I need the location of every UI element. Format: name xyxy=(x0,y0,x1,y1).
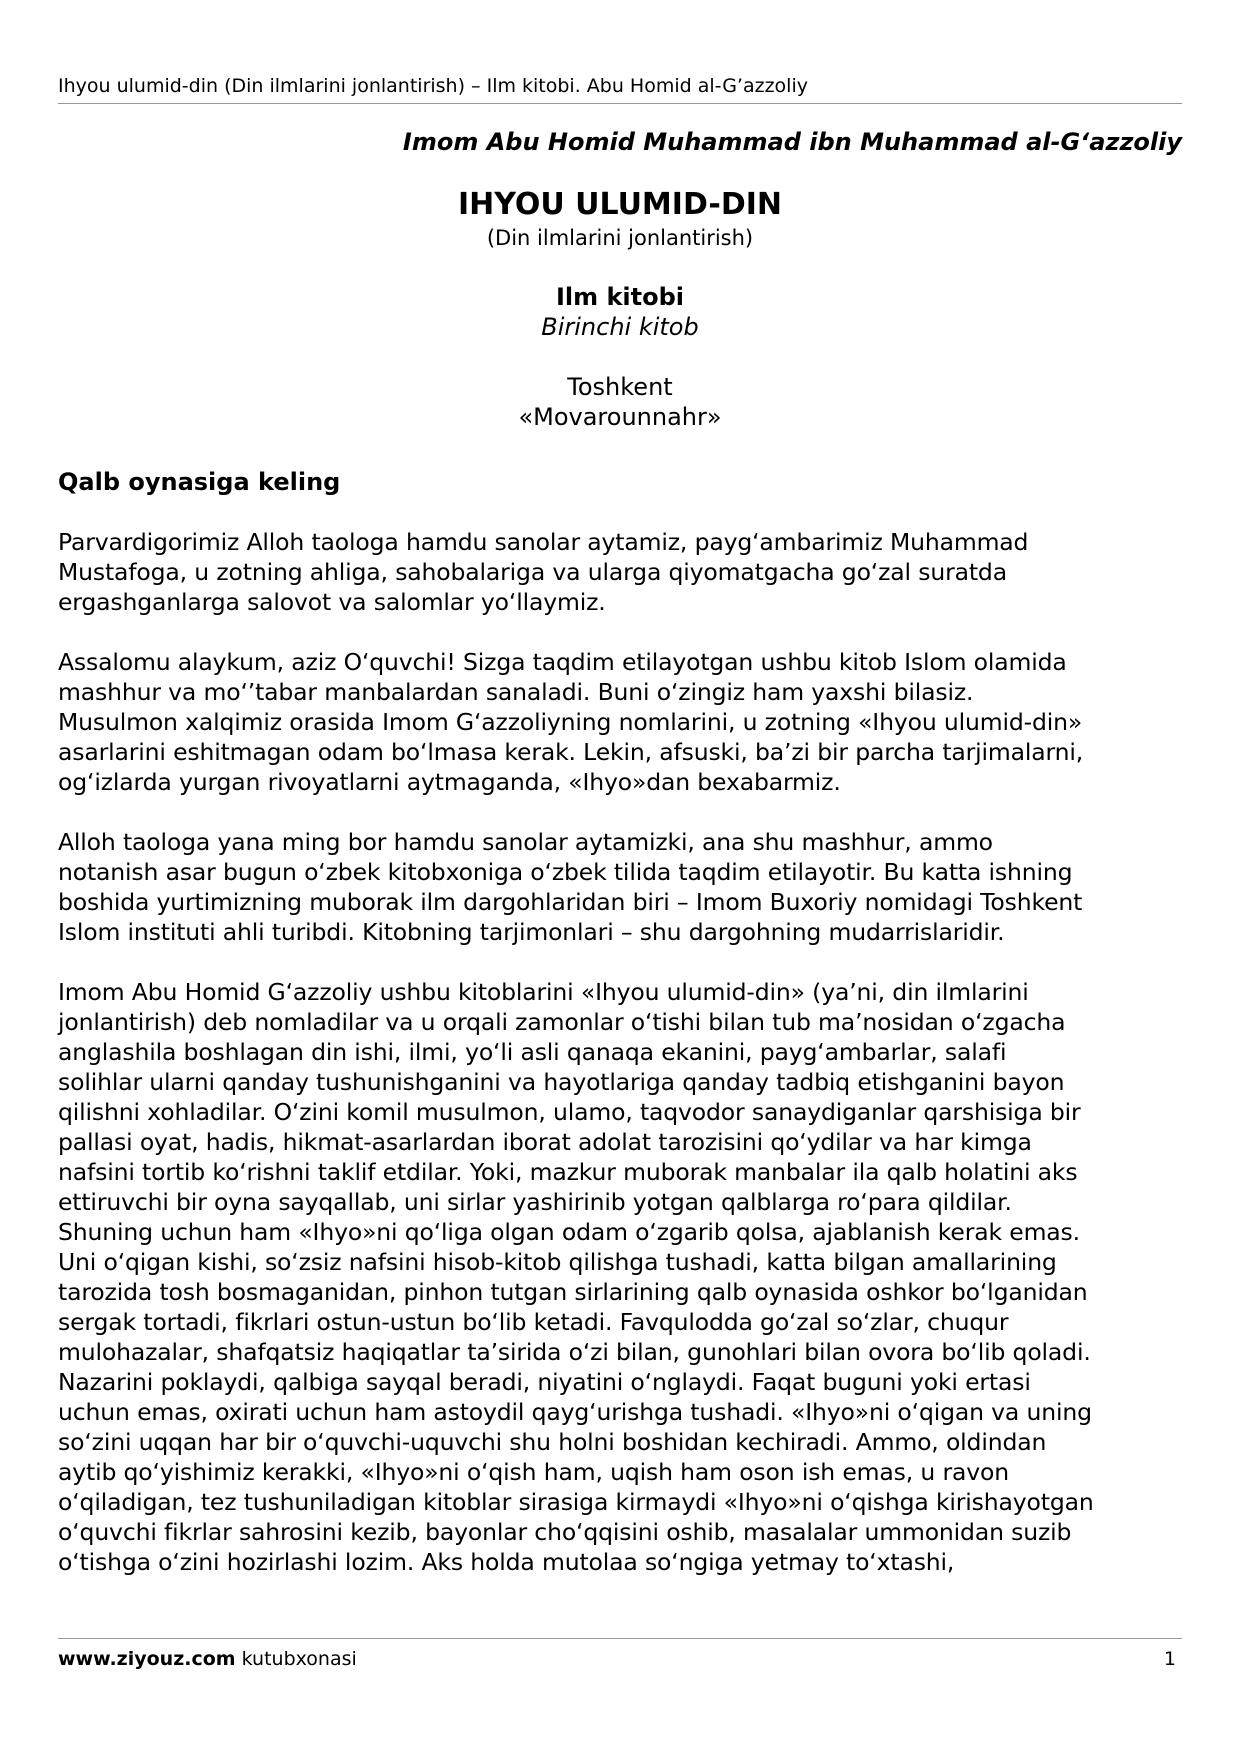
paragraph xyxy=(58,977,1188,1577)
text-line: Mustafoga, u zotning ahliga, sahobalariga va ularga qiyomatgacha go‘zal suratda xyxy=(58,558,1007,586)
text-line: Nazarini poklaydi, qalbiga sayqal beradi, niyatini o‘nglaydi. Faqat buguni yoki ertasi xyxy=(58,1368,1031,1396)
volume-number: Birinchi kitob xyxy=(541,313,699,341)
author-name: Imom Abu Homid Muhammad ibn Muhammad al-G‘azzoliy xyxy=(402,128,1182,156)
text-line: notanish asar bugun o‘zbek kitobxoniga o‘zbek tilida taqdim etilayotir. Bu katta ishning xyxy=(58,858,1073,886)
footer-divider xyxy=(58,1638,1182,1639)
text-line: Parvardigorimiz Alloh taologa hamdu sanolar aytamiz, payg‘ambarimiz Muhammad xyxy=(58,528,1029,556)
text-line: aytib qo‘yishimiz kerakki, «Ihyo»ni o‘qish ham, uqish ham oson ish emas, u ravon xyxy=(58,1458,1009,1486)
text-line: qilishni xohladilar. O‘zini komil musulmon, ulamo, taqvodor sanaydiganlar qarshisiga bir xyxy=(58,1098,1081,1126)
text-line: Islom instituti ahli turibdi. Kitobning tarjimonlari – shu dargohning mudarrislaridir. xyxy=(58,918,1005,946)
text-line: Imom Abu Homid G‘azzoliy ushbu kitoblarini «Ihyou ulumid-din» (ya’ni, din ilmlarini xyxy=(58,978,1029,1006)
book-subtitle: (Din ilmlarini jonlantirish) xyxy=(486,226,754,250)
text-line: Uni o‘qigan kishi, so‘zsiz nafsini hisob-kitob qilishga tushadi, katta bilgan amallarining xyxy=(58,1248,1057,1276)
text-line: og‘izlarda yurgan rivoyatlarni aytmaganda, «Ihyo»dan bexabarmiz. xyxy=(58,768,841,796)
footer-site-link[interactable]: www.ziyouz.com xyxy=(58,1648,236,1670)
text-line: Shuning uchun ham «Ihyo»ni qo‘liga olgan odam o‘zgarib qolsa, ajablanish kerak emas. xyxy=(58,1218,1080,1246)
text-line: ergashganlarga salovot va salomlar yo‘llaymiz. xyxy=(58,588,606,616)
text-line: mulohazalar, shafqatsiz haqiqatlar ta’sirida o‘zi bilan, gunohlari bilan ovora bo‘lib qoladi. xyxy=(58,1338,1091,1366)
header-divider xyxy=(58,103,1182,104)
text-line: sergak tortadi, fikrlari ostun-ustun bo‘lib ketadi. Favqulodda go‘zal so‘zlar, chuqur xyxy=(58,1308,1009,1336)
paragraph xyxy=(58,527,1188,617)
paragraph xyxy=(58,647,1188,797)
text-line: pallasi oyat, hadis, hikmat-asarlardan iborat adolat tarozisini qo‘ydilar va har kimga xyxy=(58,1128,1032,1156)
text-line: solihlar ularni qanday tushunishganini va hayotlariga qanday tadbiq etishganini bayon xyxy=(58,1068,1065,1096)
footer-credit xyxy=(58,1647,357,1671)
text-line: jonlantirish) deb nomladilar va u orqali zamonlar o‘tishi bilan tub ma’nosidan o‘zgacha xyxy=(58,1008,1066,1036)
text-line: o‘tishga o‘zini hozirlashi lozim. Aks holda mutolaa so‘ngiga yetmay to‘xtashi, xyxy=(58,1548,955,1576)
text-line: uchun emas, oxirati uchun ham astoydil qayg‘urishga tushadi. «Ihyo»ni o‘qigan va uning xyxy=(58,1398,1092,1426)
text-line: o‘qiladigan, tez tushuniladigan kitoblar sirasiga kirmaydi «Ihyo»ni o‘qishga kirishayotgan xyxy=(58,1488,1094,1516)
footer-site-suffix: kutubxonasi xyxy=(235,1648,357,1670)
running-header: Ihyou ulumid-din (Din ilmlarini jonlantirish) – Ilm kitobi. Abu Homid al-G’azzoliy xyxy=(58,75,808,97)
text-line: Alloh taologa yana ming bor hamdu sanolar aytamizki, ana shu mashhur, ammo xyxy=(58,828,993,856)
paragraph xyxy=(58,827,1188,947)
page-number: 1 xyxy=(1163,1648,1176,1670)
text-line: boshida yurtimizning muborak ilm dargohlaridan biri – Imom Buxoriy nomidagi Toshkent xyxy=(58,888,1083,916)
text-line: ettiruvchi bir oyna sayqallab, uni sirlar yashirinib yotgan qalblarga ro‘para qildilar. xyxy=(58,1188,1012,1216)
publication-city: Toshkent xyxy=(567,373,673,401)
volume-title: Ilm kitobi xyxy=(555,283,685,311)
text-line: so‘zini uqqan har bir o‘quvchi-uquvchi shu holni boshidan kechiradi. Ammo, oldindan xyxy=(58,1428,1047,1456)
chapter-heading: Qalb oynasiga keling xyxy=(58,468,341,496)
publisher-name: «Movarounnahr» xyxy=(518,403,722,431)
text-line: asarlarini eshitmagan odam bo‘lmasa kerak. Lekin, afsuski, ba’zi bir parcha tarjimalarni, xyxy=(58,738,1084,766)
text-line: anglashila boshlagan din ishi, ilmi, yo‘li asli qanaqa ekanini, payg‘ambarlar, salafi xyxy=(58,1038,1007,1066)
text-line: Assalomu alaykum, aziz O‘quvchi! Sizga taqdim etilayotgan ushbu kitob Islom olamida xyxy=(58,648,1067,676)
text-line: nafsini tortib ko‘rishni taklif etdilar. Yoki, mazkur muborak manbalar ila qalb holatini aks xyxy=(58,1158,1078,1186)
text-line: tarozida tosh bosmaganidan, pinhon tutgan sirlarining qalb oynasida oshkor bo‘lganidan xyxy=(58,1278,1088,1306)
book-title: IHYOU ULUMID-DIN xyxy=(457,187,783,222)
text-line: o‘quvchi fikrlar sahrosini kezib, bayonlar cho‘qqisini oshib, masalalar ummonidan suzib xyxy=(58,1518,1072,1546)
text-line: mashhur va mo‘’tabar manbalardan sanaladi. Buni o‘zingiz ham yaxshi bilasiz. xyxy=(58,678,974,706)
text-line: Musulmon xalqimiz orasida Imom G‘azzoliyning nomlarini, u zotning «Ihyou ulumid-din» xyxy=(58,708,1083,736)
